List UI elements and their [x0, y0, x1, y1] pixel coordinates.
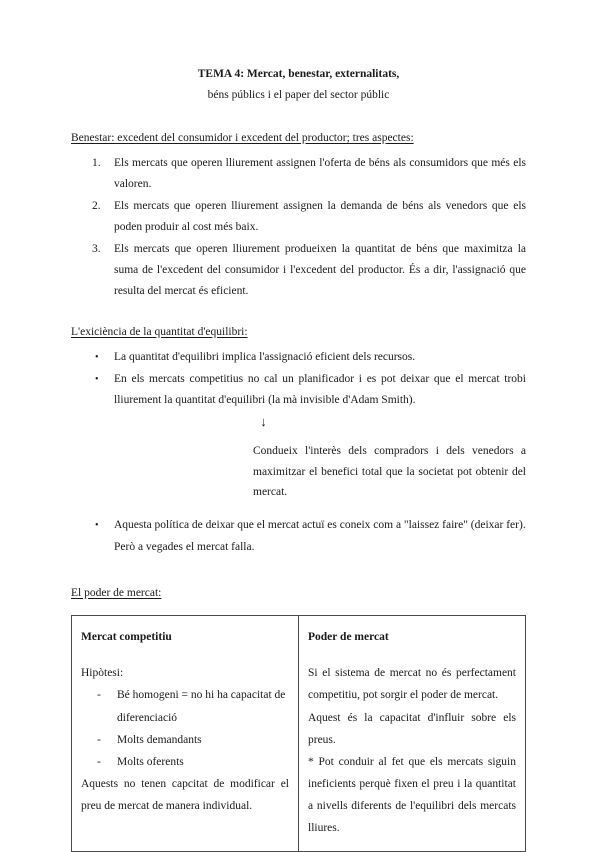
list-item-text: Els mercats que operen lliurement assignen la demanda de béns als venedors que els poden produir al cost més baix.	[114, 199, 526, 233]
exiciencia-bullet-list	[71, 347, 526, 411]
list-item-text: Bé homogeni = no hi ha capacitat de diferenciació	[117, 689, 286, 724]
list-item	[71, 196, 526, 238]
list-item	[71, 347, 526, 368]
heading-poder-de-mercat: El poder de mercat:	[71, 586, 162, 599]
cell-title: Poder de mercat	[308, 631, 389, 644]
spacer	[71, 303, 526, 323]
dash-marker: -	[97, 733, 101, 746]
dash-marker: -	[97, 755, 101, 768]
arrow-paragraph: Condueix l'interès dels compradors i dels venedors a maximitzar el benefici total que la societat pot obtenir del mercat.	[253, 444, 526, 499]
cell-title: Mercat competitiu	[81, 631, 172, 644]
cell-paragraph: * Pot conduir al fet que els mercats siguin ineficients perquè fixen el preu i la quantitat a nivells diferents de l'equilibri dels mercats lliures.	[308, 755, 516, 834]
list-item-text: Molts demandants	[117, 733, 202, 746]
cell-paragraph: Aquest és la capacitat d'influir sobre els preus.	[308, 711, 516, 746]
table-cell-mercat-competitiu	[72, 616, 299, 852]
list-item	[71, 239, 526, 302]
heading-benestar: Benestar: excedent del consumidor i excedent del productor; tres aspectes:	[71, 131, 414, 144]
dash-marker: -	[97, 689, 101, 702]
hypothesis-list	[81, 684, 289, 772]
list-item	[71, 515, 526, 536]
benestar-numbered-list	[71, 153, 526, 301]
list-item-text: En els mercats competitius no cal un planificador i es pot deixar que el mercat trobi lliurement la quantitat d'equilibri (la mà invisible d'Adam Smith).	[114, 373, 526, 406]
bullet-marker: •	[95, 352, 99, 364]
list-item	[81, 751, 289, 773]
exiciencia-bullet-list-after	[71, 515, 526, 536]
list-marker: 1.	[92, 157, 101, 170]
table-row	[72, 616, 526, 852]
list-marker: 3.	[92, 242, 101, 255]
bullet-marker: •	[95, 519, 99, 531]
list-item	[81, 684, 289, 728]
list-item-text: Aquesta política de deixar que el mercat actuï es coneix com a "laissez faire" (deixar fer).	[114, 518, 526, 531]
list-item-text: Els mercats que operen lliurement assignen l'oferta de béns als consumidors que més els valoren.	[114, 157, 526, 190]
list-item	[71, 369, 526, 411]
closing-line: Però a vegades el mercat falla.	[114, 540, 255, 553]
list-item-text: Molts oferents	[117, 755, 184, 768]
list-item	[71, 153, 526, 195]
bullet-marker: •	[95, 374, 99, 385]
title-line-2: béns públics i el paper del sector públic	[207, 89, 390, 102]
spacer	[71, 558, 526, 584]
page-title	[71, 64, 526, 107]
list-item	[81, 729, 289, 751]
market-comparison-table	[71, 615, 526, 852]
document-content	[71, 64, 526, 852]
down-arrow-icon: ↓	[260, 413, 267, 429]
cell-paragraph: Si el sistema de mercat no és perfectament competitiu, pot sorgir el poder de mercat.	[308, 667, 516, 702]
heading-exiciencia: L'exiciència de la quantitat d'equilibri:	[71, 325, 248, 338]
table-cell-poder-de-mercat	[299, 616, 526, 852]
cell-closing-text: Aquests no tenen capcitat de modificar el preu de mercat de manera individual.	[81, 777, 289, 812]
list-item-text: Els mercats que operen lliurement produeixen la quantitat de béns que maximitza la suma de l'excedent del consumidor i l'excedent del productor. És a dir, l'assignació que resulta del mercat és eficient.	[114, 242, 526, 297]
cell-intro: Hipòtesi:	[81, 667, 124, 680]
list-marker: 2.	[92, 199, 101, 212]
title-line-1: TEMA 4: Mercat, benestar, externalitats,	[197, 68, 400, 80]
list-item-text: La quantitat d'equilibri implica l'assignació eficient dels recursos.	[114, 351, 416, 364]
